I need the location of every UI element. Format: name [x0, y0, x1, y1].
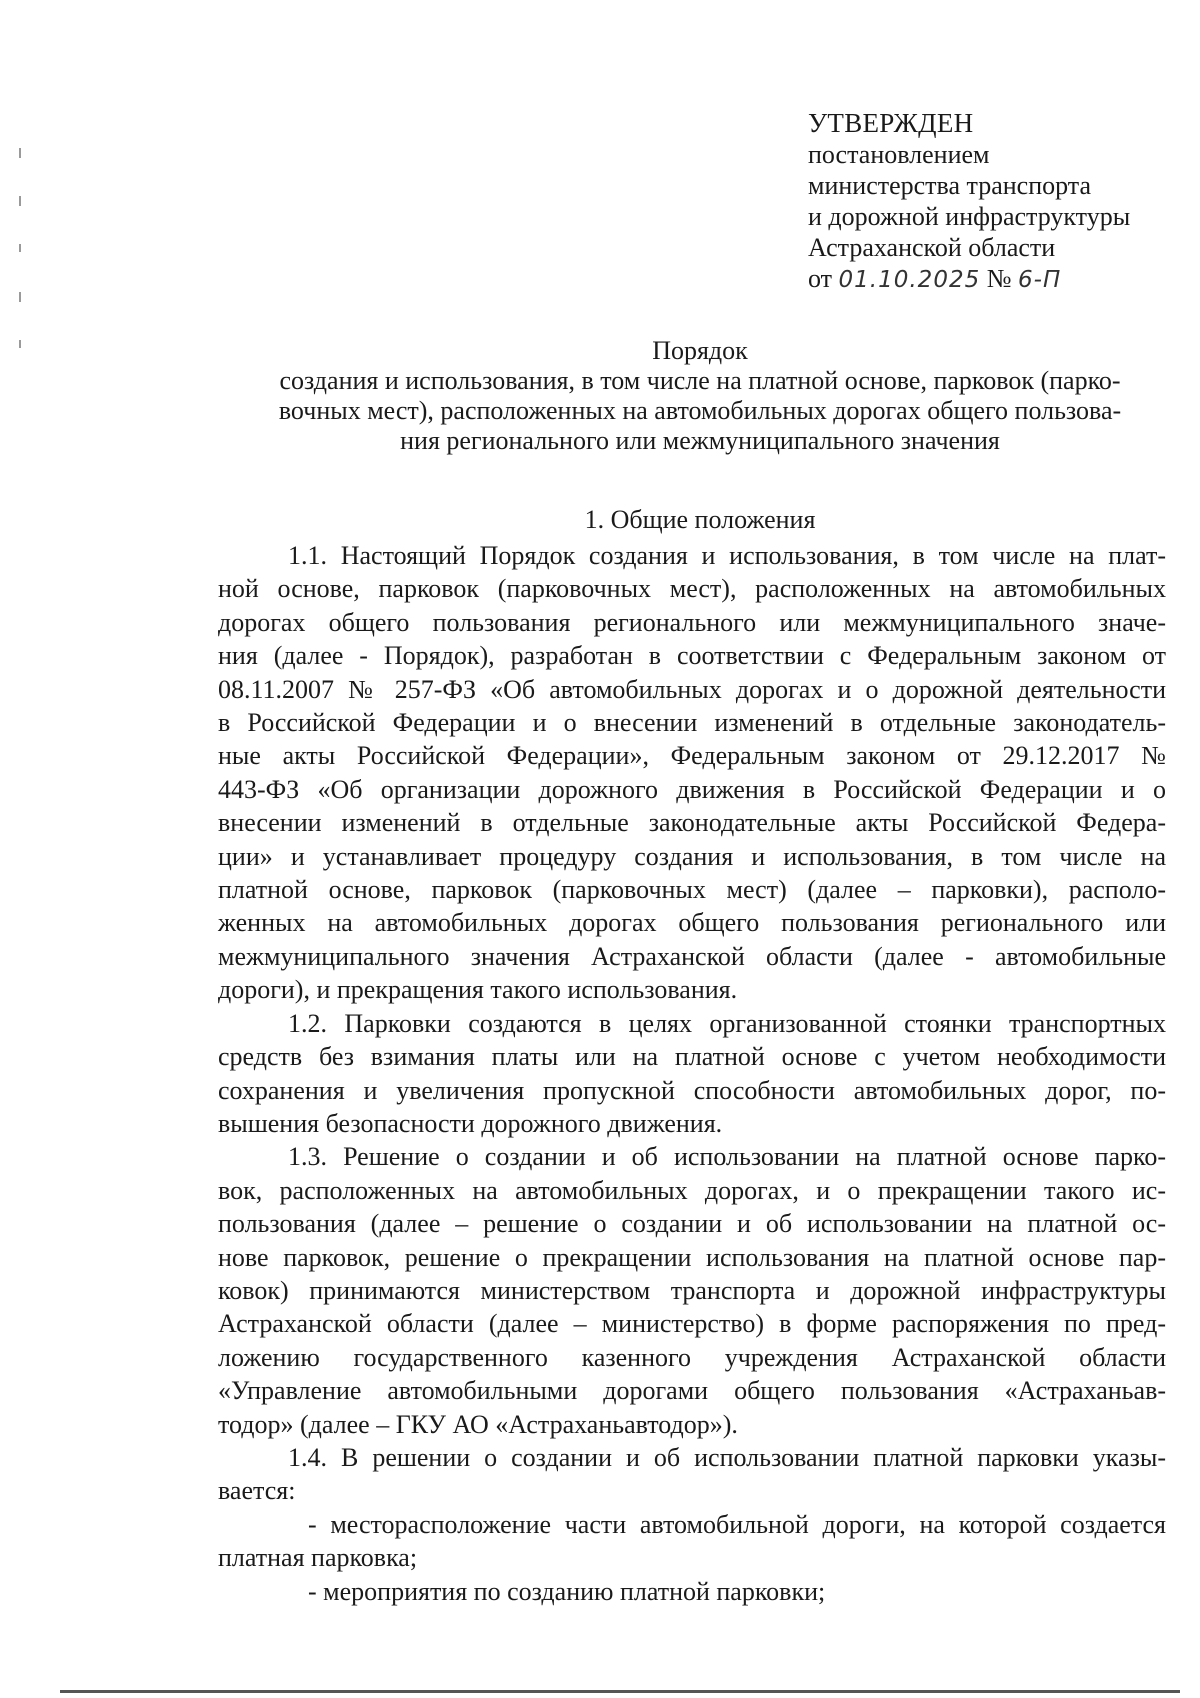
text-line: 1.4. В решении о создании и об использовании платной парковки указы- [288, 1442, 1166, 1472]
text-line: вается: [218, 1476, 296, 1506]
text-line: платная парковка; [218, 1543, 418, 1573]
paragraph-1-4 [218, 1441, 1166, 1508]
title-line: создания и использования, в том числе на платной основе, парковок (парко- [279, 366, 1121, 395]
text-line: ной основе, парковок (парковочных мест), расположенных на автомобильных [218, 574, 1166, 604]
approval-heading: УТВЕРЖДЕН [808, 108, 974, 138]
text-line: Астраханской области (далее – министерство) в форме распоряжения по пред- [218, 1309, 1166, 1339]
scan-artifact [19, 148, 21, 158]
paragraph-1-1 [218, 539, 1166, 1007]
approval-stamp-block [808, 108, 1188, 296]
text-line: ложению государственного казенного учреждения Астраханской области [218, 1342, 1166, 1372]
scan-artifact [19, 244, 21, 252]
text-line: 1.1. Настоящий Порядок создания и использования, в том числе на плат- [288, 541, 1166, 570]
text-line: 1.3. Решение о создании и об использовании на платной основе парко- [288, 1142, 1166, 1172]
approval-line: и дорожной инфраструктуры [808, 202, 1131, 231]
text-line: ния (далее - Порядок), разработан в соответствии с Федеральным законом от [218, 641, 1166, 671]
handwritten-number: 6-П [1018, 267, 1062, 293]
section-heading: 1. Общие положения [584, 505, 816, 534]
title-line: ния регионального или межмуниципального значения [400, 426, 1000, 455]
text-line: 1.2. Парковки создаются в целях организованной стоянки транспортных [288, 1008, 1166, 1038]
text-line: межмуниципального значения Астраханской области (далее - автомобильные [218, 941, 1166, 971]
text-line: ции» и устанавливает процедуру создания и использования, в том числе на [218, 841, 1166, 871]
approval-date-line [808, 263, 1188, 296]
number-prefix: № [986, 264, 1012, 293]
text-line: внесении изменений в отдельные законодательные акты Российской Федера- [218, 808, 1166, 838]
approval-line: министерства транспорта [808, 171, 1091, 200]
text-line: сохранения и увеличения пропускной способности автомобильных дорог, по- [218, 1075, 1166, 1105]
scan-bottom-edge [60, 1690, 1180, 1693]
text-line: - мероприятия по созданию платной парковки; [308, 1576, 826, 1606]
approval-line: Астраханской области [808, 233, 1056, 262]
text-line: женных на автомобильных дорогах общего пользования регионального или [218, 908, 1166, 938]
text-line: ные акты Российской Федерации», Федеральным законом от 29.12.2017 № [218, 741, 1166, 771]
list-item [218, 1508, 1166, 1575]
paragraph-1-2 [218, 1007, 1166, 1141]
text-line: в Российской Федерации и о внесении изменений в отдельные законодатель- [218, 708, 1166, 738]
handwritten-date: 01.10.2025 [838, 267, 981, 293]
scan-artifact [19, 196, 21, 206]
scan-artifact [19, 340, 21, 348]
text-line: платной основе, парковок (парковочных мест) (далее – парковки), располо- [218, 875, 1166, 905]
document-body [218, 539, 1166, 1608]
text-line: дорогах общего пользования регионального или межмуниципального значе- [218, 607, 1166, 637]
text-line: вышения безопасности дорожного движения. [218, 1108, 723, 1138]
text-line: ковок) принимаются министерством транспорта и дорожной инфраструктуры [218, 1275, 1166, 1305]
text-line: 443-ФЗ «Об организации дорожного движения в Российской Федерации и о [218, 774, 1166, 804]
text-line: пользования (далее – решение о создании и об использовании на платной ос- [218, 1209, 1166, 1239]
title-word: Порядок [652, 336, 748, 365]
document-title [218, 336, 1182, 456]
paragraph-1-3 [218, 1140, 1166, 1441]
text-line: тодор» (далее – ГКУ АО «Астраханьавтодор»). [218, 1409, 738, 1439]
approval-line: постановлением [808, 140, 990, 169]
text-line: «Управление автомобильными дорогами общего пользования «Астраханьав- [218, 1376, 1166, 1406]
text-line: 08.11.2007 № 257-ФЗ «Об автомобильных дорогах и о дорожной деятельности [218, 674, 1166, 704]
text-line: - месторасположение части автомобильной дороги, на которой создается [308, 1509, 1166, 1539]
text-line: средств без взимания платы или на платной основе с учетом необходимости [218, 1042, 1166, 1072]
list-item [218, 1575, 1166, 1608]
date-prefix: от [808, 264, 833, 293]
scan-artifact [19, 292, 21, 302]
text-line: вок, расположенных на автомобильных дорогах, и о прекращении такого ис- [218, 1175, 1166, 1205]
text-line: нове парковок, решение о прекращении использования на платной основе пар- [218, 1242, 1166, 1272]
title-line: вочных мест), расположенных на автомобильных дорогах общего пользова- [278, 396, 1122, 425]
text-line: дороги), и прекращения такого использования. [218, 975, 738, 1005]
